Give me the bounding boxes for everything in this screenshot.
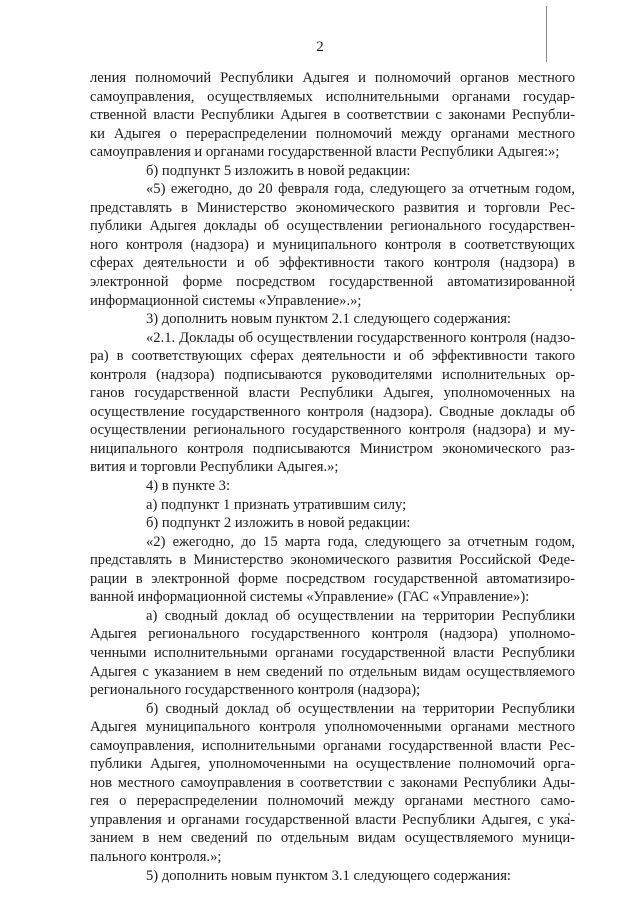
text-line: занием в нем сведений по отдельным видам осуществляемого муници- xyxy=(90,830,575,847)
text-line: ного контроля (надзора) и муниципального контроля в соответствующих xyxy=(90,236,575,253)
text-line: а) подпункт 1 признать утратившим силу; xyxy=(146,496,407,513)
text-line: Адыгея регионального государственного контроля (надзора) уполномо- xyxy=(90,626,575,643)
document-body xyxy=(90,69,575,885)
text-line: управления и органами государственной власти Республики Адыгея, с ука- xyxy=(90,811,575,828)
text-line: представлять в Министерство экономического развития и торговли Рес- xyxy=(90,199,575,216)
text-line: ченными исполнительными органами государственной власти Республики xyxy=(90,644,575,661)
text-line: электронной форме посредством государственной автоматизированной xyxy=(90,274,575,291)
text-line: 5) дополнить новым пунктом 3.1 следующего содержания: xyxy=(146,867,511,884)
text-line: 3) дополнить новым пунктом 2.1 следующего содержания: xyxy=(146,311,511,328)
text-line: контроля (надзора) подписываются руководителями исполнительных ор- xyxy=(90,366,575,383)
text-line: ра) в соответствующих сферах деятельности и об эффективности такого xyxy=(90,348,575,365)
text-line: «2) ежегодно, до 15 марта года, следующего за отчетным годом, xyxy=(146,533,575,550)
text-line: информационной системы «Управление».»; xyxy=(90,292,362,309)
text-line: Адыгея с указанием в нем сведений по отдельным видам осуществляемого xyxy=(90,663,575,680)
text-line: «5) ежегодно, до 20 февраля года, следующего за отчетным годом, xyxy=(146,181,575,198)
text-line: сферах деятельности и об эффективности такого контроля (надзора) в xyxy=(90,255,575,272)
text-line: осуществление государственного контроля (надзора). Сводные доклады об xyxy=(90,403,575,420)
text-line: публики Адыгея, уполномоченными на осуществление полномочий орга- xyxy=(90,756,575,773)
text-line: «2.1. Доклады об осуществлении государственного контроля (надзо- xyxy=(146,329,575,346)
text-line: публики Адыгея доклады об осуществлении регионального государствен- xyxy=(90,218,575,235)
text-line: ниципального контроля подписываются Министром экономического раз- xyxy=(90,440,575,457)
text-line: б) сводный доклад об осуществлении на территории Республики xyxy=(146,700,575,717)
text-line: самоуправления, осуществляемых исполнительными органами государ- xyxy=(90,88,575,105)
text-line: ственной власти Республики Адыгея в соответствии с законами Республи- xyxy=(90,107,575,124)
text-line: б) подпункт 2 изложить в новой редакции: xyxy=(146,515,411,532)
text-line: рации в электронной форме посредством государственной автоматизиро- xyxy=(90,570,575,587)
text-line: регионального государственного контроля (надзора); xyxy=(90,682,421,699)
text-line: самоуправления и органами государственной власти Республики Адыгея:»; xyxy=(90,144,560,161)
text-line: 4) в пункте 3: xyxy=(146,478,231,495)
text-line: осуществлении регионального государственного контроля (надзора) и му- xyxy=(90,422,575,439)
text-line: ления полномочий Республики Адыгея и полномочий органов местного xyxy=(90,70,575,86)
text-line: самоуправления, исполнительными органами государственной власти Рес- xyxy=(90,737,575,754)
text-line: ванной информационной системы «Управление» (ГАС «Управление»): xyxy=(90,589,530,606)
text-line: а) сводный доклад об осуществлении на территории Республики xyxy=(146,607,575,624)
text-line: пального контроля.»; xyxy=(90,848,222,865)
text-line: Адыгея муниципального контроля уполномоченными органами местного xyxy=(90,719,575,736)
text-line: нов местного самоуправления в соответствии с законами Республики Ады- xyxy=(90,774,575,791)
page-number: 2 xyxy=(316,39,324,55)
text-line: ки Адыгея о перераспределении полномочий между органами местного xyxy=(90,125,575,142)
text-line: вития и торговли Республики Адыгея.»; xyxy=(90,459,339,476)
text-line: б) подпункт 5 изложить в новой редакции: xyxy=(146,162,411,179)
text-line: ганов государственной власти Республики Адыгея, уполномоченных на xyxy=(90,385,575,402)
text-line: представлять в Министерство экономического развития Российской Феде- xyxy=(90,552,575,569)
text-line: гея о перераспределении полномочий между органами местного само- xyxy=(90,793,575,810)
